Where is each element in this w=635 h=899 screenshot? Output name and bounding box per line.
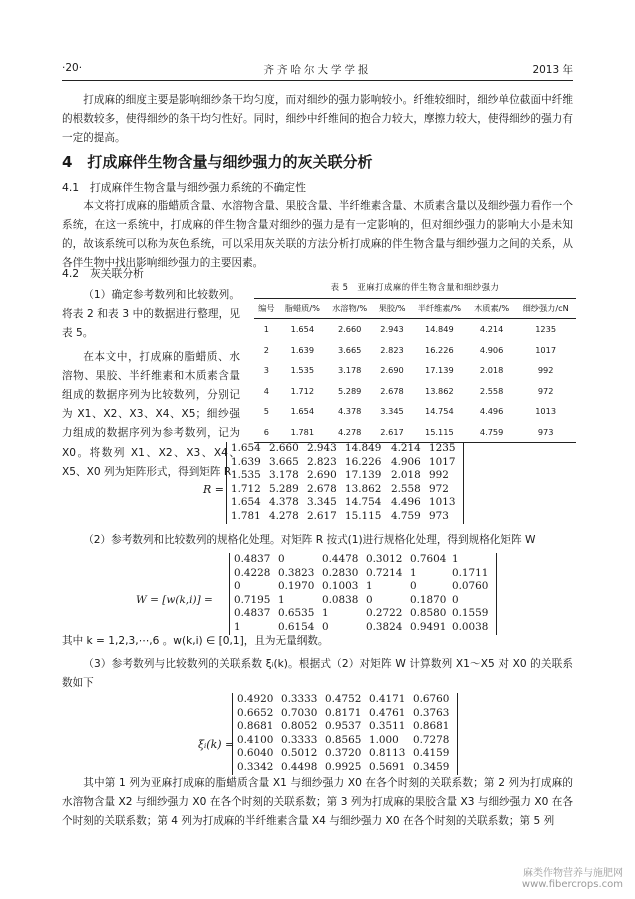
table-cell: 14.849 (425, 324, 454, 335)
matrix-cell: 1.000 (369, 733, 399, 746)
matrix-cell: 0.5691 (369, 760, 406, 773)
table-row (254, 422, 576, 443)
matrix-cell: 3.665 (269, 455, 299, 468)
matrix-cell: 0.8171 (325, 706, 362, 719)
table-cell: 4.378 (337, 406, 362, 417)
section-4-1-text: 本文将打成麻的脂蜡质含量、水溶物含量、果胶含量、半纤维素含量、木质素含量以及细纱强力看作一个系统，在这一系统中，打成麻的伴生物含量对细纱的强力是有一定影响的，但对细纱强力的影响大小是未知的，故该系统可以称为灰色系统，可以采用灰关联的方法分析打成麻的伴生物含量与细纱强力之间的关系，从各伴生物中找出影响细纱强力的主要因素。 (62, 200, 573, 269)
table-cell: 2.943 (380, 324, 404, 335)
matrix-cell: 0.9925 (325, 760, 362, 773)
table-row (254, 381, 576, 402)
matrix-cell: 0.3824 (366, 620, 403, 633)
table-cell: 14.754 (425, 406, 454, 417)
table-cell: 972 (537, 385, 554, 396)
matrix-cell: 0.4228 (234, 566, 271, 579)
matrix-cell: 0.0838 (322, 593, 359, 606)
matrix-cell: 0.1003 (322, 580, 359, 593)
final-paragraph (62, 774, 573, 831)
table-cell: 4.214 (479, 324, 504, 335)
matrix-cell: 1.712 (231, 482, 261, 495)
matrix-cell: 1 (278, 593, 285, 606)
matrix-cell: 0.6535 (278, 607, 315, 620)
matrix-cell: 0.3342 (237, 760, 274, 773)
watermark (522, 864, 623, 890)
matrix-cell: 0.4100 (237, 733, 274, 746)
matrix-cell: 0.7195 (234, 593, 271, 606)
matrix-cell: 5.289 (269, 482, 299, 495)
matrix-cell: 0.8052 (281, 720, 318, 733)
matrix-cell: 2.823 (307, 455, 337, 468)
matrix-cell: 0.4478 (322, 553, 359, 565)
table-5-header-cell: 水溶物/% (326, 299, 373, 319)
table-5-header-row (254, 299, 576, 319)
matrix-W (229, 553, 497, 635)
matrix-W-label: W = [w(k,i)] = (136, 594, 213, 606)
table-cell: 4.906 (479, 344, 504, 355)
table-cell: 2.690 (380, 365, 404, 376)
table-5-caption: 表 5 亚麻打成麻的伴生物含量和细纱强力 (330, 282, 500, 292)
table-cell: 1.535 (290, 365, 315, 376)
step1-text: （1）确定参考数列和比较数列。将表 2 和表 3 中的数据进行整理，见表 5。 (62, 289, 240, 340)
matrix-cell: 1.781 (231, 509, 261, 522)
table-cell: 1 (263, 324, 269, 335)
table-cell: 2.558 (479, 385, 504, 396)
page-number: ·20· (62, 62, 83, 74)
matrix-cell: 1 (234, 620, 241, 633)
matrix-cell: 0 (452, 593, 459, 606)
matrix-cell: 0 (410, 580, 417, 593)
table-cell: 992 (537, 365, 554, 376)
matrix-cell: 3.178 (269, 469, 299, 482)
intro-paragraph (62, 91, 573, 148)
matrix-cell: 0.2722 (366, 607, 403, 620)
matrix-cell: 0.4498 (281, 760, 318, 773)
matrix-cell: 0.9537 (325, 720, 362, 733)
matrix-cell: 0.4837 (234, 607, 271, 620)
matrix-cell: 0 (322, 620, 329, 633)
matrix-cell: 0.4752 (325, 693, 362, 705)
table-cell: 2.617 (373, 422, 410, 443)
matrix-cell: 0.9491 (410, 620, 447, 633)
table-cell: 4 (263, 385, 269, 396)
step3-block (62, 655, 573, 693)
matrix-R-label: R = (203, 483, 224, 496)
matrix-cell: 992 (429, 469, 449, 482)
matrix-cell: 0.4159 (413, 747, 450, 760)
table-cell: 6 (254, 422, 279, 443)
journal-title: 齐齐哈尔大学学报 (263, 64, 372, 76)
header-rule (62, 80, 573, 81)
matrix-R (226, 442, 464, 524)
matrix-cell: 1 (322, 607, 329, 620)
table-cell: 2.660 (337, 324, 362, 335)
matrix-cell: 0 (234, 580, 241, 593)
matrix-cell: 2.617 (307, 509, 337, 522)
matrix-cell: 0.3763 (413, 706, 450, 719)
matrix-cell: 0.8681 (413, 720, 450, 733)
table-row (254, 319, 576, 340)
matrix-cell: 0.6040 (237, 747, 274, 760)
matrix-cell: 4.906 (391, 455, 421, 468)
matrix-cell: 0.7214 (366, 566, 403, 579)
matrix-cell: 1017 (429, 455, 456, 468)
step1-para2-text: 在本文中，打成麻的脂蜡质、水溶物、果胶、半纤维素和木质素含量组成的数据序列为比较数列，分别记为 X1、X2、X3、X4、X5；细纱强力组成的数据序列为参考数列，记为 X0。将数列 X1、X2、X3、X4、X5、X0 列为矩阵形式，得到矩阵 R (62, 350, 240, 478)
table-cell: 5.289 (337, 385, 362, 396)
section-4-2-heading: 4.2 灰关联分析 (62, 267, 144, 280)
matrix-cell: 1.654 (231, 442, 261, 454)
table-cell: 16.226 (425, 344, 454, 355)
table-5-header-cell: 脂蜡质/% (279, 299, 326, 319)
matrix-cell: 0.6652 (237, 706, 274, 719)
matrix-cell: 0.5012 (281, 747, 318, 760)
section-4-1-paragraph (62, 197, 573, 273)
table-cell: 4.759 (468, 422, 515, 443)
matrix-cell: 17.139 (345, 469, 382, 482)
table-cell: 2.678 (380, 385, 404, 396)
matrix-cell: 1 (410, 566, 417, 579)
table-cell: 15.115 (411, 422, 468, 443)
matrix-cell: 1235 (429, 442, 456, 454)
matrix-cell: 1013 (429, 496, 456, 509)
matrix-cell: 973 (429, 509, 449, 522)
matrix-cell: 4.496 (391, 496, 421, 509)
table-row (254, 360, 576, 381)
step3-text: （3）参考数列与比较数列的关联系数 ξᵢ(k)。根据式（2）对矩阵 W 计算数列 X1～X5 对 X0 的关联系数如下 (62, 658, 573, 689)
matrix-cell: 3.345 (307, 496, 337, 509)
matrix-cell: 0.3823 (278, 566, 315, 579)
journal-year: 2013 年 (532, 64, 573, 76)
matrix-cell: 0.2830 (322, 566, 359, 579)
table-cell: 973 (515, 422, 576, 443)
table-5-header-cell: 细纱强力/cN (515, 299, 576, 319)
matrix-cell: 0.4761 (369, 706, 406, 719)
step2-note-text: 其中 k = 1,2,3,⋯,6 。w(k,i) ∈ [0,1]，且为无量纲数。 (62, 635, 329, 647)
table-5-header-cell: 半纤维素/% (411, 299, 468, 319)
matrix-cell: 0.0038 (452, 620, 489, 633)
step2-block (62, 531, 573, 550)
matrix-cell: 0.3720 (325, 747, 362, 760)
table-cell: 3.665 (337, 344, 362, 355)
step2-text: （2）参考数列和比较数列的规格化处理。对矩阵 R 按式(1)进行规格化处理，得到规格化矩阵 W (83, 534, 536, 546)
table-row (254, 340, 576, 361)
matrix-cell: 0.3012 (366, 553, 403, 565)
table-cell: 2.823 (380, 344, 404, 355)
table-cell: 5 (263, 406, 269, 417)
table-cell: 1017 (535, 344, 557, 355)
table-row (254, 401, 576, 422)
matrix-cell: 0.8580 (410, 607, 447, 620)
matrix-cell: 0.1711 (452, 566, 489, 579)
matrix-cell: 1.639 (231, 455, 261, 468)
matrix-cell: 16.226 (345, 455, 382, 468)
table-cell: 1235 (535, 324, 557, 335)
matrix-cell: 0.8681 (237, 720, 274, 733)
matrix-cell: 0 (366, 593, 373, 606)
section-4-heading: 4 打成麻伴生物含量与细纱强力的灰关联分析 (62, 153, 373, 171)
matrix-cell: 2.690 (307, 469, 337, 482)
matrix-cell: 2.943 (307, 442, 337, 454)
matrix-cell: 15.115 (345, 509, 382, 522)
table-5 (254, 298, 576, 443)
table-cell: 2 (263, 344, 269, 355)
matrix-cell: 4.278 (269, 509, 299, 522)
matrix-cell: 14.754 (345, 496, 382, 509)
matrix-cell: 0.1559 (452, 607, 489, 620)
step2-note (62, 632, 573, 651)
matrix-cell: 972 (429, 482, 449, 495)
table-cell: 3.345 (380, 406, 404, 417)
running-header (62, 62, 573, 78)
table-5-header-cell: 木质素/% (468, 299, 515, 319)
matrix-cell: 2.558 (391, 482, 421, 495)
matrix-cell: 0.1870 (410, 593, 447, 606)
matrix-cell: 0 (278, 553, 285, 565)
matrix-cell: 4.214 (391, 442, 421, 454)
matrix-cell: 4.378 (269, 496, 299, 509)
table-cell: 3 (263, 365, 269, 376)
watermark-line2: www.fibercrops.com (521, 879, 623, 890)
table-cell: 13.862 (425, 385, 454, 396)
table-cell: 4.278 (326, 422, 373, 443)
matrix-cell: 0.7030 (281, 706, 318, 719)
matrix-cell: 0.7604 (410, 553, 447, 565)
table-cell: 2.018 (479, 365, 504, 376)
matrix-cell: 0.3333 (281, 693, 318, 705)
table-cell: 17.139 (425, 365, 454, 376)
matrix-cell: 0.4920 (237, 693, 274, 705)
matrix-xi-label: ξᵢ(k) = (198, 738, 235, 751)
table-cell: 1.654 (290, 406, 315, 417)
table-cell: 1.639 (290, 344, 315, 355)
step1-block (62, 286, 240, 482)
matrix-cell: 1 (452, 553, 459, 565)
matrix-cell: 13.862 (345, 482, 382, 495)
table-cell: 4.496 (479, 406, 504, 417)
matrix-cell: 0.6154 (278, 620, 315, 633)
matrix-cell: 14.849 (345, 442, 382, 454)
table-cell: 1.654 (290, 324, 315, 335)
matrix-cell: 0.7278 (413, 733, 450, 746)
table-cell: 1013 (535, 406, 557, 417)
table-5-header-cell: 编号 (254, 299, 279, 319)
section-4-1-heading: 4.1 打成麻伴生物含量与细纱强力系统的不确定性 (62, 181, 306, 194)
table-5-grid (254, 298, 576, 443)
matrix-cell: 0.8113 (369, 747, 406, 760)
matrix-cell: 0.3459 (413, 760, 450, 773)
matrix-xi (232, 693, 458, 775)
matrix-cell: 1.535 (231, 469, 261, 482)
table-5-header-cell: 果胶/% (373, 299, 410, 319)
matrix-cell: 0.8565 (325, 733, 362, 746)
final-text: 其中第 1 列为亚麻打成麻的脂蜡质含量 X1 与细纱强力 X0 在各个时刻的关联系数；第 2 列为打成麻的水溶物含量 X2 与细纱强力 X0 在各个时刻的关联系数；第 3 列为打成麻的果胶含量 X3 与细纱强力 X0 在各个时刻的关联系数；第 4 列为打成麻的半纤维素含量 X4 与细纱强力 X0 在各个时刻的关联系数；第 5 列 (62, 777, 573, 827)
matrix-cell: 0.3511 (369, 720, 406, 733)
matrix-cell: 0.4171 (369, 693, 406, 705)
matrix-cell: 1 (366, 580, 373, 593)
table-cell: 3.178 (337, 365, 362, 376)
matrix-cell: 1.654 (231, 496, 261, 509)
matrix-cell: 0.3333 (281, 733, 318, 746)
table-cell: 1.781 (279, 422, 326, 443)
matrix-cell: 4.759 (391, 509, 421, 522)
matrix-cell: 2.018 (391, 469, 421, 482)
matrix-cell: 0.4837 (234, 553, 271, 565)
table-cell: 1.712 (290, 385, 315, 396)
intro-text: 打成麻的细度主要是影响细纱条干均匀度，而对细纱的强力影响较小。纤维较细时，细纱单位截面中纤维的根数较多，使得细纱的条干均匀性好。同时，细纱中纤维间的抱合力较大，摩擦力较大，使得细纱的强力有一定的提高。 (62, 94, 573, 144)
matrix-cell: 2.678 (307, 482, 337, 495)
matrix-cell: 0.6760 (413, 693, 450, 705)
matrix-cell: 2.660 (269, 442, 299, 454)
watermark-line1: 麻类作物营养与施肥网 (523, 868, 623, 879)
matrix-cell: 0.1970 (278, 580, 315, 593)
matrix-cell: 0.0760 (452, 580, 489, 593)
